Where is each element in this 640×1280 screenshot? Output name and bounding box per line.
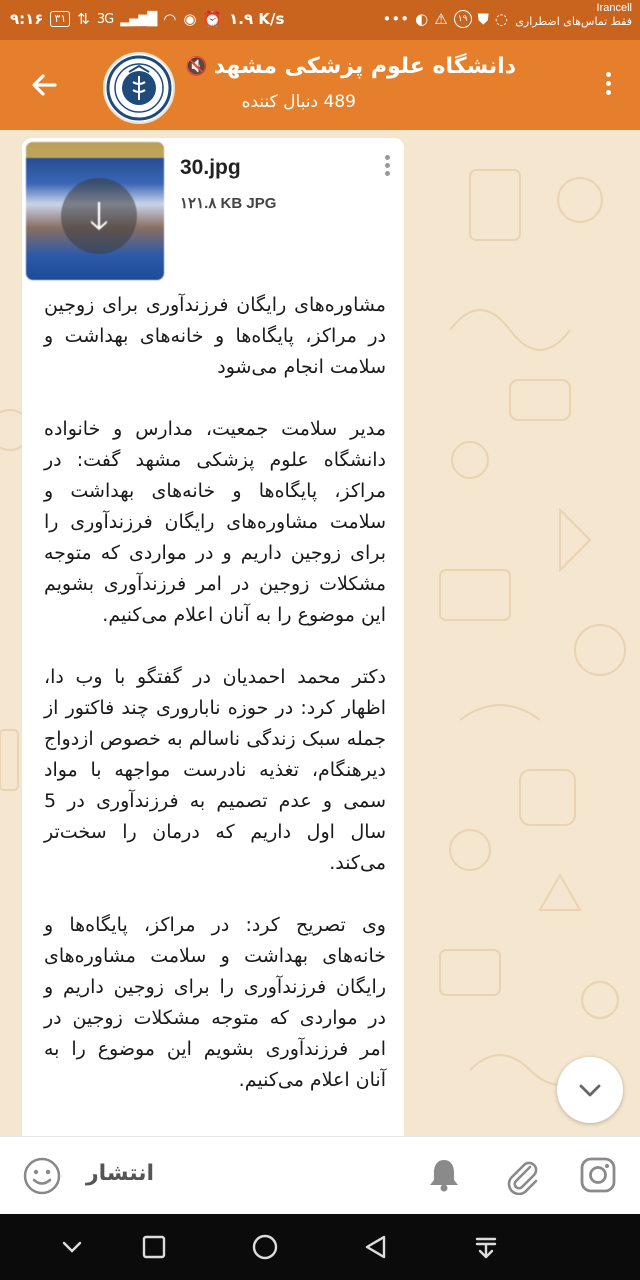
- image-thumbnail[interactable]: [26, 142, 164, 280]
- dot-icon: [385, 171, 390, 176]
- pull-down-icon: [469, 1230, 503, 1264]
- dot-icon: [385, 163, 390, 168]
- overflow-menu-button[interactable]: [598, 68, 618, 102]
- channel-bottom-bar: [0, 1136, 640, 1215]
- status-bar: [0, 0, 640, 40]
- network-speed: ۱.۹ K/s: [229, 10, 285, 28]
- dot-icon: [385, 155, 390, 160]
- notification-toggle-button[interactable]: [424, 1155, 464, 1195]
- network-type: 3G: [96, 11, 114, 27]
- whatsapp-icon: ◌: [494, 10, 508, 28]
- bell-icon: [424, 1155, 464, 1195]
- channel-name: دانشگاه علوم پزشکی مشهد: [213, 54, 516, 79]
- signal-icon: ▂▄▆█: [120, 11, 157, 27]
- arrow-down-icon: 🡓: [89, 194, 109, 238]
- download-button[interactable]: [61, 178, 137, 254]
- circle-icon: [248, 1230, 282, 1264]
- back-button[interactable]: [22, 65, 66, 105]
- emergency-only-text: فقط تماس‌های اضطراری: [515, 15, 632, 28]
- emoji-button[interactable]: [22, 1156, 62, 1196]
- app-notification-icon: ◐: [415, 10, 429, 28]
- broadcast-button[interactable]: انتشار: [86, 1161, 155, 1186]
- chat-area[interactable]: [0, 130, 640, 1136]
- dot-icon: [606, 72, 611, 77]
- nav-home-button[interactable]: [248, 1230, 282, 1264]
- alarm-icon: ⏰: [203, 10, 223, 28]
- instagram-icon: [578, 1155, 618, 1195]
- attach-button[interactable]: [502, 1155, 542, 1195]
- dot-icon: [606, 81, 611, 86]
- data-off-icon: ⇅: [77, 10, 90, 28]
- shield-icon: ⛊: [477, 10, 489, 28]
- wifi-icon: ◠: [163, 10, 177, 28]
- message-menu-button[interactable]: [380, 152, 394, 186]
- channel-avatar[interactable]: [103, 52, 175, 124]
- paperclip-icon: [502, 1155, 542, 1195]
- chevron-down-icon: [55, 1230, 89, 1264]
- system-navigation-bar: [0, 1214, 640, 1280]
- message-bubble[interactable]: [22, 138, 404, 1136]
- carrier-name: Irancell: [596, 2, 632, 14]
- battery-indicator: ۳۱: [50, 11, 70, 27]
- triangle-back-icon: [359, 1230, 393, 1264]
- message-text: [44, 290, 386, 1127]
- instagram-button[interactable]: [578, 1155, 618, 1195]
- file-name: 30.jpg: [180, 156, 241, 179]
- nav-hide-button[interactable]: [55, 1230, 89, 1264]
- nav-notification-pull-button[interactable]: [469, 1230, 503, 1264]
- clock: ۹:۱۶: [10, 10, 44, 28]
- channel-title[interactable]: [185, 54, 516, 79]
- university-logo-icon: [105, 54, 173, 122]
- notification-badge: ۱۹: [454, 10, 472, 28]
- file-info: ۱۲۱.۸ KB JPG: [180, 195, 277, 212]
- status-left: [10, 10, 284, 28]
- more-notifications-icon: •••: [382, 10, 410, 28]
- scroll-to-bottom-button[interactable]: [557, 1057, 623, 1123]
- message-paragraph: مشاوره‌های رایگان فرزندآوری برای زوجین در مراکز، پایگاه‌ها و خانه‌های بهداشت و سلامت انجام می‌شود: [44, 294, 386, 378]
- message-paragraph: دکتر محمد احمدیان در گفتگو با وب دا، اظهار کرد: در حوزه ناباروری چند فاکتور از جمله سبک زندگی ناسالم به خصوص ازدواج دیرهنگام، تغذیه نادرست مواجهه با مواد سمی و عدم تصمیم به فرزندآوری در 5 سال اول داریم که درمان را سخت‌تر می‌کند.: [44, 666, 386, 874]
- nav-back-button[interactable]: [359, 1230, 393, 1264]
- warning-icon: ⚠: [434, 10, 448, 28]
- nav-recents-button[interactable]: [137, 1230, 171, 1264]
- notification-icons: [383, 10, 508, 28]
- mute-icon: 🔇: [185, 56, 208, 77]
- eye-icon: ◉: [183, 10, 197, 28]
- message-paragraph: مدیر سلامت جمعیت، مدارس و خانواده دانشگاه علوم پزشکی مشهد گفت: در مراکز، پایگاه‌ها و خانه‌های بهداشت و سلامت مشاوره‌های رایگان فرزندآوری را برای زوجین داریم و در مواردی که متوجه مشکلات زوجین در امر فرزندآوری بشویم این موضوع را به آنان اعلام می‌کنیم.: [44, 418, 386, 626]
- message-paragraph: وی تصریح کرد: در مراکز، پایگاه‌ها و خانه‌های بهداشت و سلامت مشاوره‌های رایگان فرزندآوری را برای زوجین داریم و در مواردی که متوجه مشکلات زوجین در امر فرزندآوری بشویم این موضوع را به آنان اعلام می‌کنیم.: [44, 914, 386, 1091]
- square-icon: [137, 1230, 171, 1264]
- carrier-info: [515, 2, 632, 29]
- channel-header: [0, 40, 640, 130]
- arrow-left-icon: [29, 70, 59, 100]
- dot-icon: [606, 90, 611, 95]
- smile-icon: [22, 1156, 62, 1196]
- chevron-down-icon: [576, 1076, 604, 1104]
- subscriber-count: 489 دنبال کننده: [241, 92, 356, 112]
